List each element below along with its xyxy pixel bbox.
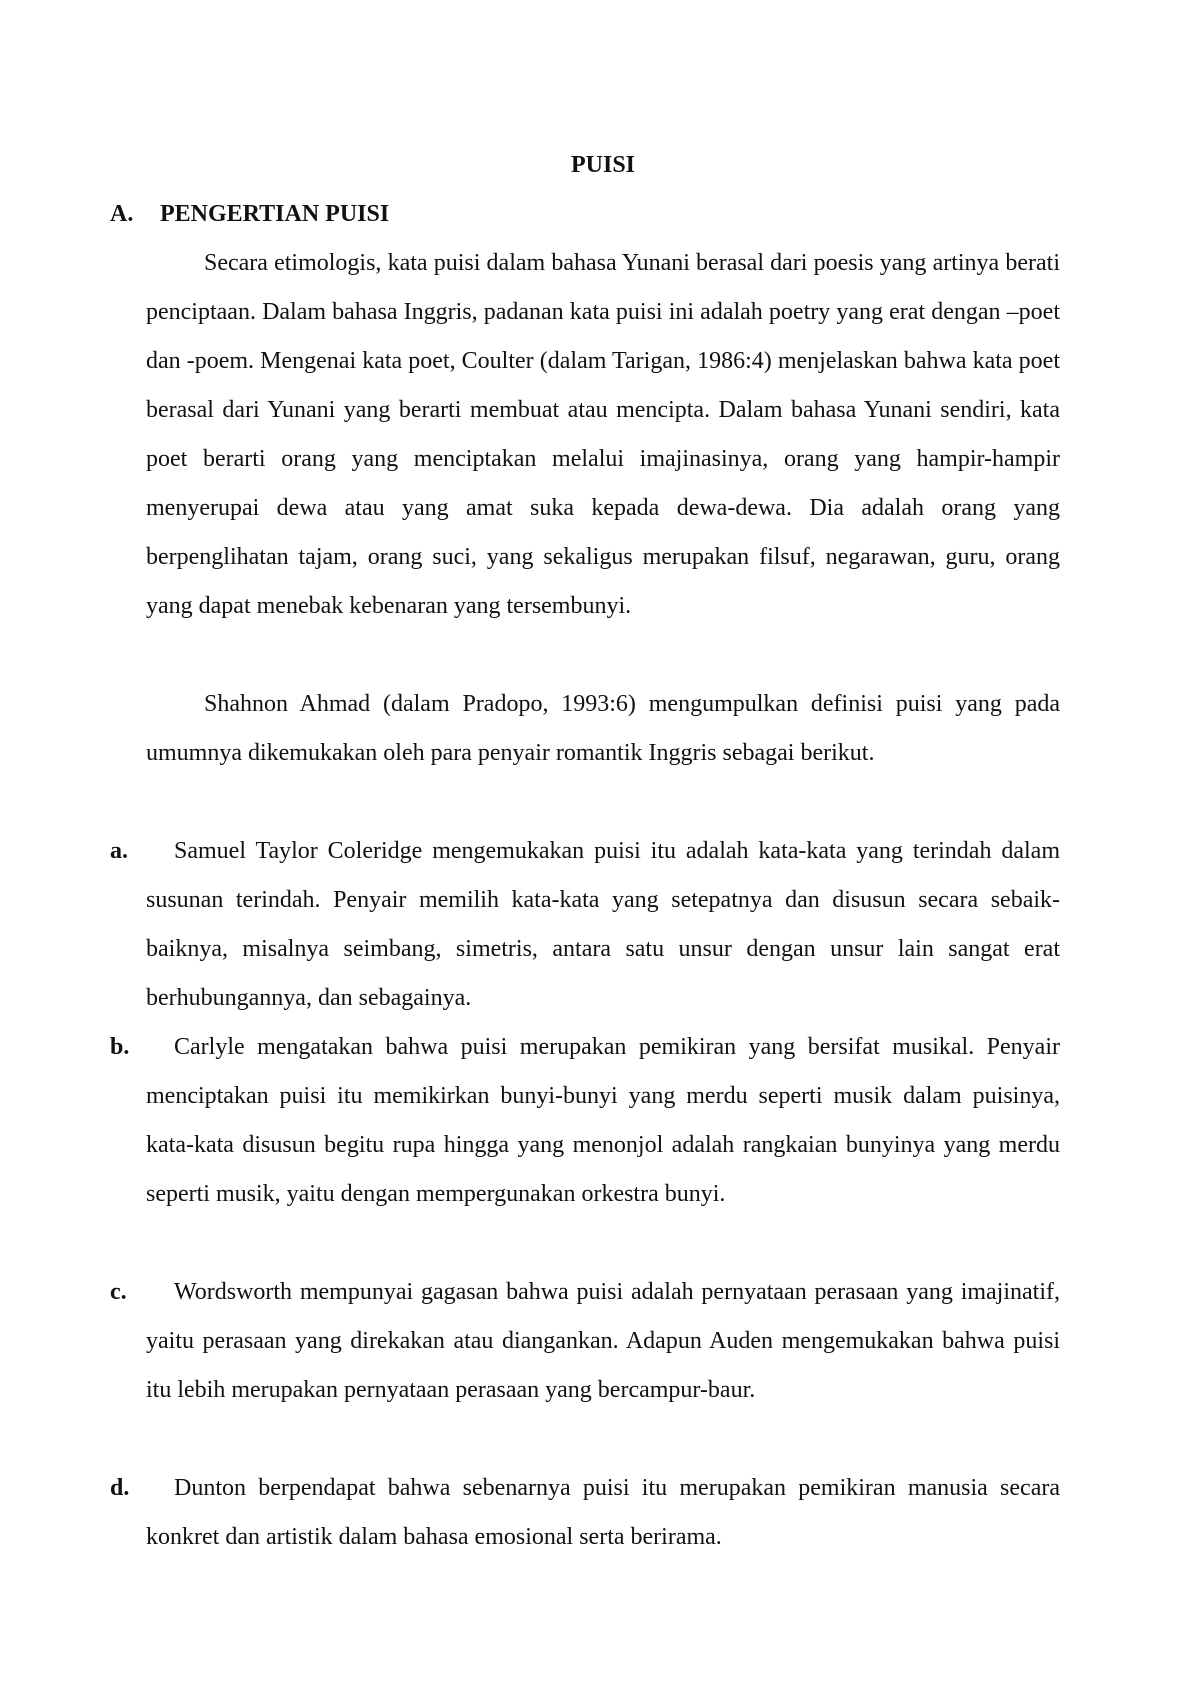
list-item (110, 827, 1060, 1023)
list-item (110, 1464, 1060, 1562)
list-item-text: Dunton berpendapat bahwa sebenarnya puisi itu merupakan pemikiran manusia secara konkret dan artistik dalam bahasa emosional serta berirama. (146, 1475, 1060, 1550)
list-item (110, 1023, 1060, 1219)
list-item-text: Wordsworth mempunyai gagasan bahwa puisi adalah pernyataan perasaan yang imajinatif, yaitu perasaan yang direkakan atau diangankan. Adapun Auden mengemukakan bahwa puisi itu lebih merupakan pernyataan perasaan yang bercampur-baur. (146, 1279, 1060, 1403)
list-item-marker: b. (110, 1034, 130, 1060)
section-heading-text: PENGERTIAN PUISI (160, 201, 390, 227)
list-item-marker: c. (110, 1279, 127, 1305)
list-item (110, 1268, 1060, 1415)
section-heading (110, 190, 389, 239)
list-item-text: Carlyle mengatakan bahwa puisi merupakan pemikiran yang bersifat musikal. Penyair menciptakan puisi itu memikirkan bunyi-bunyi yang merdu seperti musik dalam puisinya, kata-kata disusun begitu rupa hingga yang menonjol adalah rangkaian bunyinya yang merdu seperti musik, yaitu dengan mempergunakan orkestra bunyi. (146, 1034, 1060, 1207)
list-item-text: Samuel Taylor Coleridge mengemukakan puisi itu adalah kata-kata yang terindah dalam susunan terindah. Penyair memilih kata-kata yang setepatnya dan disusun secara sebaik-baiknya, misalnya seimbang, simetris, antara satu unsur dengan unsur lain sangat erat berhubungannya, dan sebagainya. (146, 838, 1060, 1011)
list-item-marker: d. (110, 1475, 130, 1501)
paragraph-definisi-intro: Shahnon Ahmad (dalam Pradopo, 1993:6) mengumpulkan definisi puisi yang pada umumnya dikemukakan oleh para penyair romantik Inggris sebagai berikut. (146, 691, 1060, 766)
list-item-marker: a. (110, 838, 128, 864)
section-letter: A. (110, 201, 134, 227)
document-title: PUISI (570, 152, 636, 178)
paragraph-etimologi: Secara etimologis, kata puisi dalam bahasa Yunani berasal dari poesis yang artinya berati penciptaan. Dalam bahasa Inggris, padanan kata puisi ini adalah poetry yang erat dengan –poet dan -poem. Mengenai kata poet, Coulter (dalam Tarigan, 1986:4) menjelaskan bahwa kata poet berasal dari Yunani yang berarti membuat atau mencipta. Dalam bahasa Yunani sendiri, kata poet berarti orang yang menciptakan melalui imajinasinya, orang yang hampir-hampir menyerupai dewa atau yang amat suka kepada dewa-dewa. Dia adalah orang yang berpenglihatan tajam, orang suci, yang sekaligus merupakan filsuf, negarawan, guru, orang yang dapat menebak kebenaran yang tersembunyi. (146, 250, 1060, 619)
